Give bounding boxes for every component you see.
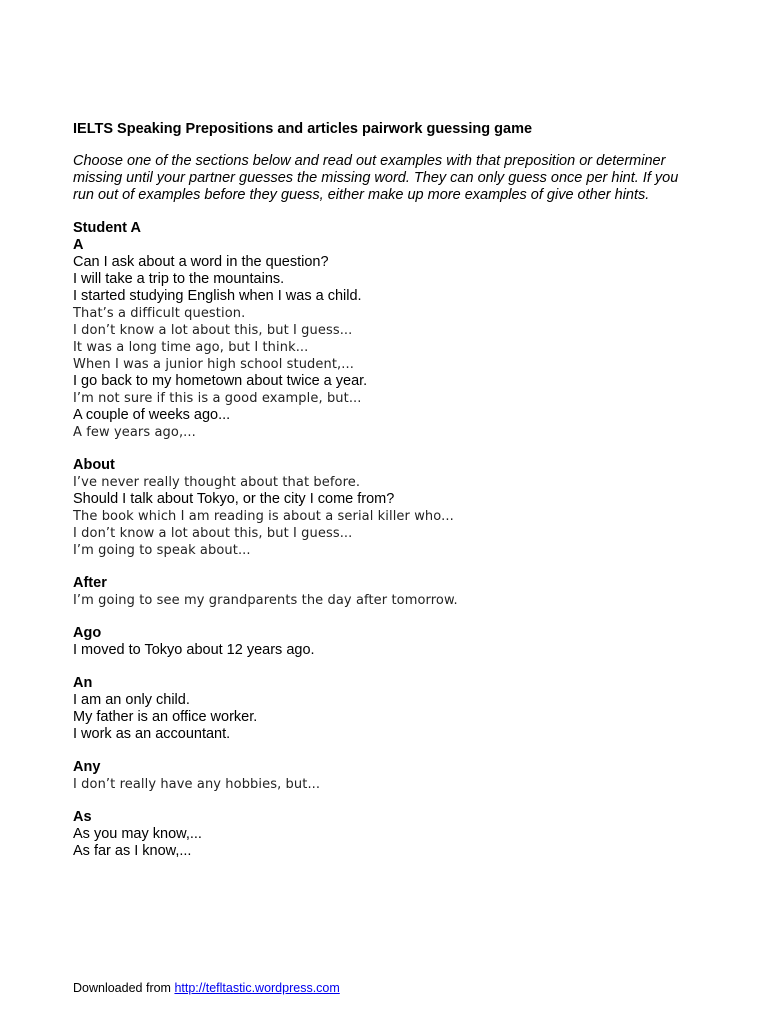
section-3	[73, 625, 693, 659]
example-sentence: I’m going to speak about...	[73, 543, 251, 558]
example-sentence: A few years ago,...	[73, 425, 196, 440]
example-sentence: I’m going to see my grandparents the day after tomorrow.	[73, 593, 458, 608]
section-0	[73, 237, 693, 441]
sections-container	[73, 237, 693, 860]
section-2	[73, 575, 693, 609]
example-sentence: My father is an office worker.	[73, 709, 258, 725]
section-heading: After	[73, 575, 107, 591]
footer	[73, 980, 340, 996]
example-sentence: Can I ask about a word in the question?	[73, 254, 329, 270]
section-heading: Ago	[73, 625, 102, 641]
example-sentence: I don’t know a lot about this, but I guess...	[73, 323, 353, 338]
example-sentence: It was a long time ago, but I think...	[73, 340, 309, 355]
example-sentence: When I was a junior high school student,...	[73, 357, 354, 372]
example-sentence: I don’t really have any hobbies, but...	[73, 777, 321, 792]
example-sentence: I started studying English when I was a child.	[73, 288, 362, 304]
example-sentence: As you may know,...	[73, 826, 202, 842]
example-sentence: I am an only child.	[73, 692, 190, 708]
section-5	[73, 759, 693, 793]
student-label: Student A	[73, 220, 141, 236]
example-sentence: I’ve never really thought about that before.	[73, 475, 361, 490]
section-heading: Any	[73, 759, 101, 775]
footer-link[interactable]: http://tefltastic.wordpress.com	[174, 981, 340, 995]
example-sentence: I will take a trip to the mountains.	[73, 271, 285, 287]
example-sentence: I work as an accountant.	[73, 726, 231, 742]
section-heading: About	[73, 457, 115, 473]
example-sentence: I’m not sure if this is a good example, but...	[73, 391, 362, 406]
section-heading: As	[73, 809, 92, 825]
example-sentence: I go back to my hometown about twice a year.	[73, 373, 368, 389]
section-4	[73, 675, 693, 743]
example-sentence: Should I talk about Tokyo, or the city I come from?	[73, 491, 395, 507]
section-6	[73, 809, 693, 860]
example-sentence: I moved to Tokyo about 12 years ago.	[73, 642, 315, 658]
document-body	[73, 119, 693, 876]
example-sentence: The book which I am reading is about a serial killer who...	[73, 509, 454, 524]
example-sentence: A couple of weeks ago...	[73, 407, 231, 423]
footer-prefix: Downloaded from	[73, 981, 175, 995]
section-1	[73, 457, 693, 559]
section-heading: An	[73, 675, 93, 691]
section-heading: A	[73, 237, 84, 253]
document-title: IELTS Speaking Prepositions and articles pairwork guessing game	[73, 121, 533, 137]
example-sentence: As far as I know,...	[73, 843, 192, 859]
example-sentence: That’s a difficult question.	[73, 306, 246, 321]
example-sentence: I don’t know a lot about this, but I guess...	[73, 526, 353, 541]
instructions-paragraph: Choose one of the sections below and read out examples with that preposition or determiner missing until your partner guesses the missing word. They can only guess once per hint. If you run out of examples before they guess, either make up more examples of give other hints.	[73, 153, 679, 203]
